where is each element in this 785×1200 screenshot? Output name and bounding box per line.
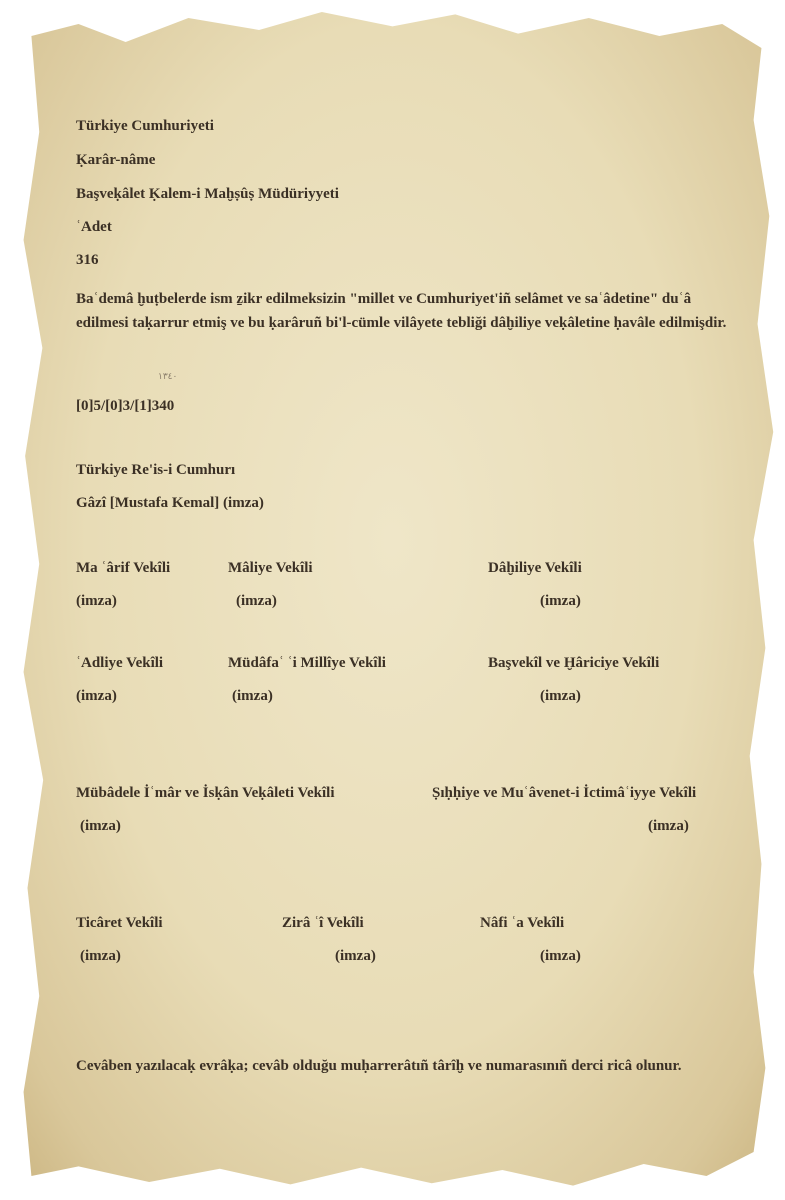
signature-mark: (imza)	[648, 818, 689, 834]
signature-mark: (imza)	[540, 948, 581, 964]
signature-office: Mübâdele İʿmâr ve İsḳân Veḳâleti Vekîli	[76, 785, 335, 801]
signature-mark: (imza)	[76, 688, 117, 704]
signature-office: Ṣıḥḥiye ve Muʿâvenet-i İctimâʿiyye Vekîli	[432, 785, 697, 801]
signature-office: Dâḫiliye Vekîli	[488, 560, 582, 576]
signature-office: Nâfi ʿa Vekîli	[480, 915, 565, 931]
header-line-decree: Ḳarâr-nâme	[76, 152, 156, 168]
signature-mark: (imza)	[335, 948, 376, 964]
header-line-republic: Türkiye Cumhuriyeti	[76, 118, 214, 134]
signature-mark: (imza)	[236, 593, 277, 609]
signature-office: Başvekîl ve Ḫâriciye Vekîli	[488, 655, 660, 671]
signature-mark: (imza)	[76, 593, 117, 609]
signature-office: ʿAdliye Vekîli	[76, 655, 164, 671]
decree-body: Baʿdemâ ḫuṭbelerde ism ẕikr edilmeksizin "millet ve Cumhuriyet'iñ selâmet ve saʿâdetine" duʿâ edilmesi taḳarrur etmiş ve bu ḳarâruñ bi'l-cümle vilâyete tebliği dâḫiliye veḳâletine ḥavâle edilmişdir.	[76, 291, 727, 331]
signature-mark: (imza)	[80, 818, 121, 834]
header-line-office: Başveḳâlet Ḳalem-i Maḫṣûṣ Müdüriyyeti	[76, 186, 339, 202]
marginal-mark: ۱۳٤٠	[158, 372, 178, 382]
signature-mark: (imza)	[540, 688, 581, 704]
header-line-adet: ʿAdet	[76, 219, 112, 235]
signature-office: Zirâ ʿî Vekîli	[282, 915, 364, 931]
signature-office: Ticâret Vekîli	[76, 915, 163, 931]
header-line-number: 316	[76, 252, 99, 268]
president-title: Türkiye Re'is-i Cumhurı	[76, 462, 236, 478]
closing-note: Cevâben yazılacaḳ evrâḳa; cevâb olduğu muḥarrerâtıñ târîḫ ve numarasınıñ derci ricâ olunur.	[76, 1058, 682, 1074]
signature-office: Ma ʿârif Vekîli	[76, 560, 171, 576]
signature-mark: (imza)	[540, 593, 581, 609]
president-name: Gâzî [Mustafa Kemal] (imza)	[76, 495, 264, 511]
signature-mark: (imza)	[80, 948, 121, 964]
signature-office: Mâliye Vekîli	[228, 560, 313, 576]
signature-mark: (imza)	[232, 688, 273, 704]
decree-date: [0]5/[0]3/[1]340	[76, 398, 175, 414]
signature-office: Müdâfaʿ ʿi Millîye Vekîli	[228, 655, 386, 671]
